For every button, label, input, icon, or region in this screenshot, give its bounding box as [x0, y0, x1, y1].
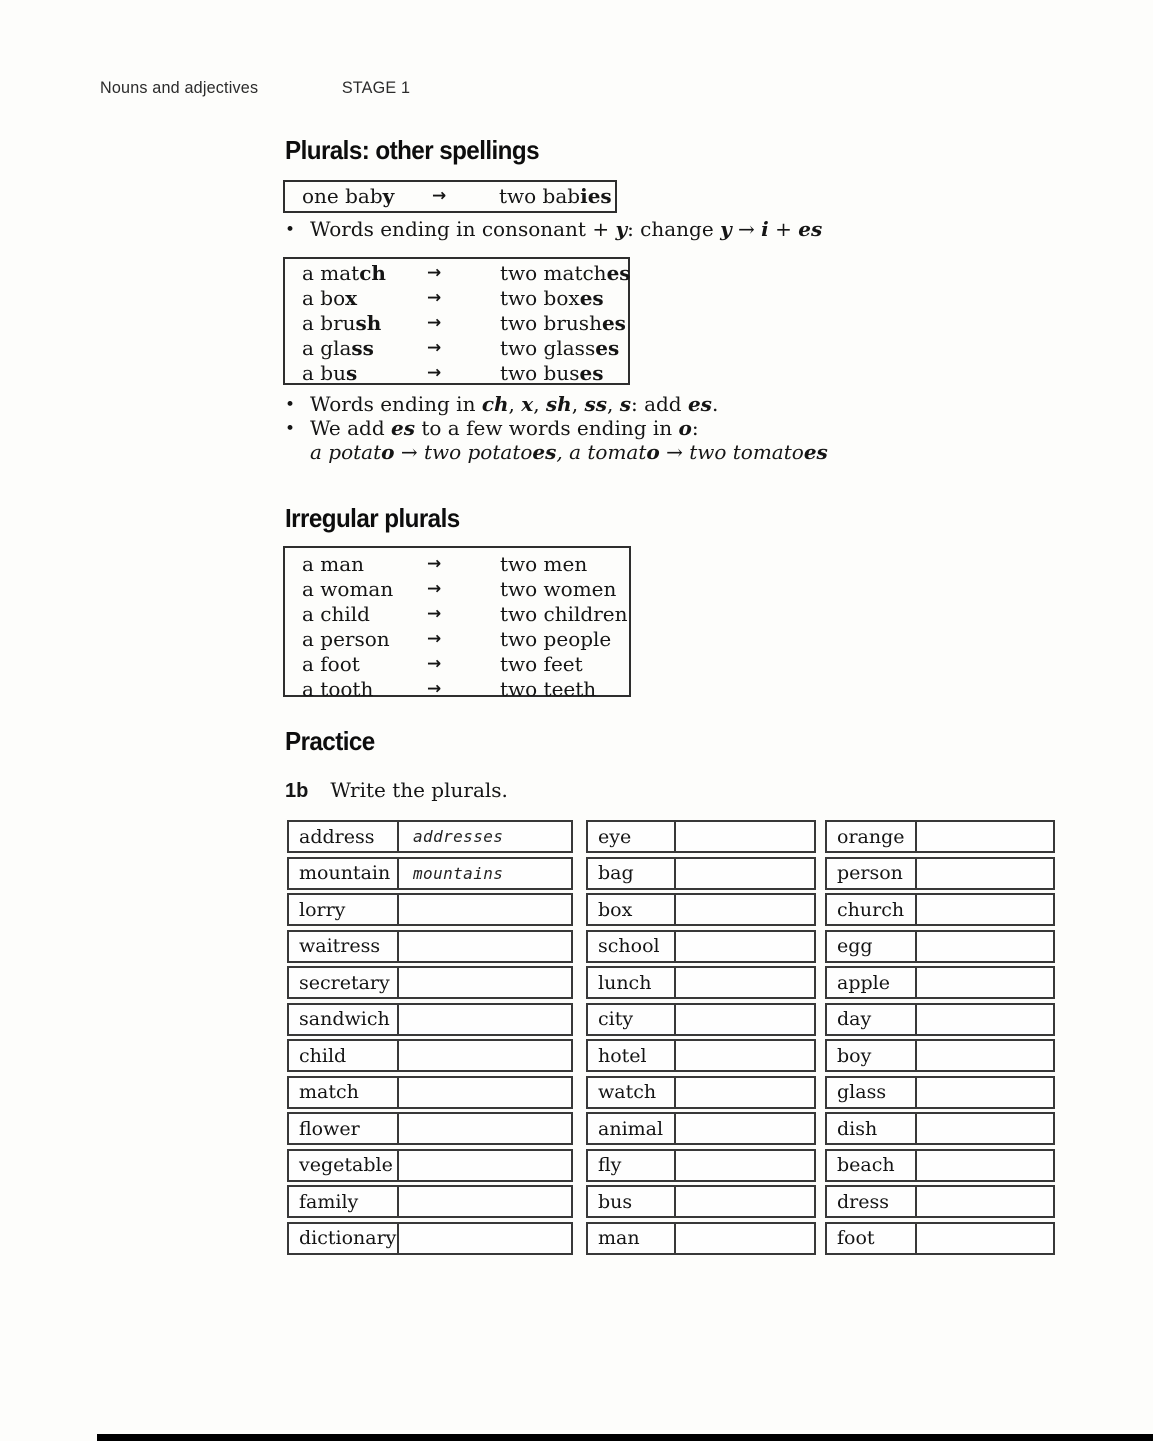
table-row: [825, 966, 1055, 999]
bullet-icon: •: [285, 395, 296, 415]
word-cell: church: [827, 895, 917, 924]
table-row: [287, 1039, 573, 1072]
text-segment: a bo: [302, 286, 346, 310]
table-row: [287, 1112, 573, 1145]
text-segment: a person: [302, 627, 390, 651]
table-row: [287, 820, 573, 853]
rule-text: [310, 416, 699, 440]
text-segment: a bu: [302, 361, 346, 385]
text-segment: ss: [351, 336, 374, 360]
table-row: [825, 1112, 1055, 1145]
word-cell: dress: [827, 1187, 917, 1216]
word-cell: dictionary: [289, 1224, 399, 1253]
example-row: [285, 552, 629, 577]
text-segment: o: [678, 416, 692, 440]
word-cell: watch: [588, 1078, 676, 1107]
table-row: [586, 1149, 816, 1182]
word-cell: man: [588, 1224, 676, 1253]
table-row: [287, 1003, 573, 1036]
answer-cell: addresses: [413, 827, 504, 846]
singular-word: [302, 336, 427, 361]
table-row: [586, 966, 816, 999]
answer-cell: [676, 1041, 814, 1070]
arrow-icon: →: [427, 263, 442, 283]
potato-tomato-example: [310, 440, 828, 465]
text-segment: es: [798, 217, 823, 241]
answer-cell: [676, 1224, 814, 1253]
text-segment: : change: [627, 217, 721, 241]
table-row: [287, 893, 573, 926]
word-cell: dish: [827, 1114, 917, 1143]
bullet-icon: •: [285, 419, 296, 439]
table-row: [825, 1039, 1055, 1072]
table-row: [825, 1222, 1055, 1255]
table-row: [825, 893, 1055, 926]
exercise-number: 1b: [285, 780, 309, 802]
answer-cell: [676, 822, 814, 851]
text-segment: es: [532, 440, 557, 464]
answer-cell: [917, 1151, 1053, 1180]
plural-word: [500, 577, 629, 602]
plural-word: [500, 627, 629, 652]
example-row: [285, 311, 628, 336]
text-segment: ss: [584, 392, 607, 416]
plural-word: [499, 184, 612, 209]
word-cell: person: [827, 859, 917, 888]
example-row: [285, 677, 629, 702]
text-segment: s: [619, 392, 631, 416]
rule-bullet-ending-o: [285, 416, 699, 442]
example-row: [285, 261, 631, 286]
answer-cell: [676, 859, 814, 888]
text-segment: es: [803, 440, 828, 464]
answer-cell: [399, 968, 571, 997]
arrow-icon: →: [427, 363, 442, 383]
plural-word: [500, 677, 629, 702]
text-segment: a foot: [302, 652, 360, 676]
word-cell: child: [289, 1041, 399, 1070]
arrow-icon: →: [427, 288, 442, 308]
text-segment: two bus: [500, 361, 580, 385]
text-segment: two people: [500, 627, 612, 651]
word-cell: match: [289, 1078, 399, 1107]
text-segment: ch: [481, 392, 509, 416]
answer-cell: [676, 1151, 814, 1180]
word-cell: sandwich: [289, 1005, 399, 1034]
answer-cell: [917, 1114, 1053, 1143]
text-segment: two children: [500, 602, 628, 626]
answer-cell: [399, 932, 571, 961]
text-segment: a man: [302, 552, 365, 576]
answer-cell: [399, 1224, 571, 1253]
word-cell: address: [289, 822, 399, 851]
answer-cell: [399, 895, 571, 924]
text-segment: two potato: [423, 440, 533, 464]
table-row: [287, 857, 573, 890]
text-segment: a child: [302, 602, 370, 626]
answer-cell: [676, 1078, 814, 1107]
text-segment: y: [720, 217, 732, 241]
singular-word: [302, 577, 427, 602]
table-row: [586, 1222, 816, 1255]
word-cell: box: [588, 895, 676, 924]
table-row: [586, 1112, 816, 1145]
text-segment: →: [731, 217, 762, 241]
answer-cell: [917, 1041, 1053, 1070]
example-row: [285, 182, 612, 211]
exercise-instruction: Write the plurals.: [330, 778, 508, 802]
table-row: [586, 820, 816, 853]
section-title-plurals: Plurals: other spellings: [285, 135, 540, 165]
text-segment: +: [768, 217, 799, 241]
answer-cell: [676, 932, 814, 961]
plural-worksheet-table-2: [586, 820, 816, 1258]
singular-word: [302, 627, 427, 652]
answer-cell: [917, 895, 1053, 924]
text-segment: two box: [500, 286, 580, 310]
text-segment: y: [382, 184, 395, 208]
section-title-irregular: Irregular plurals: [285, 503, 460, 533]
answer-cell: [676, 1187, 814, 1216]
irregular-examples-box: [283, 546, 631, 701]
text-segment: es: [579, 286, 604, 310]
answer-cell: [399, 1005, 571, 1034]
text-segment: a mat: [302, 261, 360, 285]
singular-word: [302, 602, 427, 627]
arrow-icon: →: [427, 604, 442, 624]
word-cell: egg: [827, 932, 917, 961]
text-segment: ch: [359, 261, 386, 285]
singular-word: [302, 311, 427, 336]
text-segment: two feet: [500, 652, 583, 676]
text-segment: o: [381, 440, 395, 464]
text-segment: two brush: [500, 311, 602, 335]
arrow-icon: →: [427, 554, 442, 574]
answer-cell: [399, 1078, 571, 1107]
example-row: [285, 286, 628, 311]
answer-cell: [676, 1005, 814, 1034]
word-cell: fly: [588, 1151, 676, 1180]
word-cell: waitress: [289, 932, 399, 961]
table-row: [287, 1076, 573, 1109]
rule-text: [310, 217, 822, 241]
text-segment: one bab: [302, 184, 383, 208]
text-segment: →: [394, 440, 424, 464]
word-cell: secretary: [289, 968, 399, 997]
example-row: [285, 627, 629, 652]
rule-bullet-consonant-y: [285, 217, 822, 243]
word-cell: eye: [588, 822, 676, 851]
word-cell: mountain: [289, 859, 399, 888]
text-segment: Words ending in: [310, 392, 482, 416]
text-segment: ,: [533, 392, 546, 416]
word-cell: vegetable: [289, 1151, 399, 1180]
table-row: [825, 1185, 1055, 1218]
arrow-icon: →: [427, 654, 442, 674]
plural-word: [500, 652, 629, 677]
answer-cell: [676, 895, 814, 924]
text-segment: two men: [500, 552, 588, 576]
answer-cell: [676, 968, 814, 997]
word-cell: bus: [588, 1187, 676, 1216]
bullet-icon: •: [285, 220, 296, 240]
table-row: [287, 966, 573, 999]
text-segment: es: [606, 261, 631, 285]
text-segment: two glass: [500, 336, 596, 360]
table-row: [825, 820, 1055, 853]
table-row: [287, 1222, 573, 1255]
table-row: [287, 1185, 573, 1218]
text-segment: sh: [355, 311, 382, 335]
table-row: [825, 1003, 1055, 1036]
answer-cell: [399, 1187, 571, 1216]
plural-worksheet-table-1: [287, 820, 573, 1258]
text-segment: es: [579, 361, 604, 385]
section-title-practice: Practice: [285, 726, 375, 756]
word-cell: orange: [827, 822, 917, 851]
answer-cell: [917, 932, 1053, 961]
word-cell: city: [588, 1005, 676, 1034]
text-segment: es: [595, 336, 620, 360]
text-segment: ,: [571, 392, 585, 416]
answer-cell: mountains: [413, 863, 504, 883]
singular-word: [302, 652, 427, 677]
text-segment: es: [687, 392, 712, 416]
baby-example-box: [283, 180, 617, 213]
text-segment: two tomato: [689, 440, 804, 464]
singular-word: [302, 286, 427, 311]
arrow-icon: →: [427, 338, 442, 358]
table-row: [825, 1149, 1055, 1182]
example-row: [285, 361, 628, 386]
word-cell: boy: [827, 1041, 917, 1070]
table-row: [586, 1003, 816, 1036]
text-segment: two women: [500, 577, 617, 601]
singular-word: [302, 552, 427, 577]
text-segment: sh: [545, 392, 572, 416]
word-cell: flower: [289, 1114, 399, 1143]
plural-word: [500, 286, 628, 311]
word-cell: lorry: [289, 895, 399, 924]
word-cell: apple: [827, 968, 917, 997]
text-segment: .: [711, 392, 719, 416]
text-segment: two match: [500, 261, 607, 285]
rule-text: [310, 392, 718, 416]
table-row: [586, 1185, 816, 1218]
plural-word: [500, 552, 629, 577]
word-cell: bag: [588, 859, 676, 888]
word-cell: beach: [827, 1151, 917, 1180]
rule-bullet-add-es: [285, 392, 718, 418]
example-row: [285, 602, 629, 627]
text-segment: s: [345, 361, 358, 385]
word-cell: foot: [827, 1224, 917, 1253]
text-segment: es: [391, 416, 415, 440]
answer-cell: [917, 1224, 1053, 1253]
word-cell: glass: [827, 1078, 917, 1107]
answer-cell: [917, 968, 1053, 997]
arrow-icon: →: [427, 579, 442, 599]
exercise-1b: [285, 778, 508, 803]
plural-worksheet-table-3: [825, 820, 1055, 1258]
plural-word: [500, 261, 631, 286]
text-segment: ,: [508, 392, 522, 416]
arrow-icon: →: [427, 629, 442, 649]
text-segment: two teeth: [500, 677, 597, 701]
answer-cell: [917, 1187, 1053, 1216]
text-segment: a potat: [310, 440, 382, 464]
singular-word: [302, 361, 427, 386]
text-segment: x: [345, 286, 358, 310]
text-segment: a tooth: [302, 677, 374, 701]
text-segment: :: [691, 416, 699, 440]
text-segment: two bab: [499, 184, 581, 208]
text-segment: to a few words ending in: [415, 416, 679, 440]
arrow-icon: →: [427, 679, 442, 699]
word-cell: animal: [588, 1114, 676, 1143]
word-cell: hotel: [588, 1041, 676, 1070]
table-row: [586, 857, 816, 890]
text-segment: We add: [310, 416, 392, 440]
answer-cell: [399, 1041, 571, 1070]
word-cell: lunch: [588, 968, 676, 997]
plural-word: [500, 602, 629, 627]
table-row: [586, 1039, 816, 1072]
text-segment: a bru: [302, 311, 356, 335]
es-examples-box: [283, 257, 630, 385]
stage-label: STAGE 1: [341, 78, 411, 97]
text-segment: y: [615, 217, 628, 241]
arrow-icon: →: [432, 186, 447, 206]
answer-cell: [917, 822, 1053, 851]
singular-word: [302, 261, 427, 286]
answer-cell: [917, 859, 1053, 888]
table-row: [586, 930, 816, 963]
text-segment: i: [761, 217, 769, 241]
word-cell: school: [588, 932, 676, 961]
answer-cell: [917, 1005, 1053, 1034]
table-row: [586, 1076, 816, 1109]
singular-word: [302, 184, 432, 209]
arrow-icon: →: [427, 313, 442, 333]
text-segment: a woman: [302, 577, 394, 601]
text-segment: ,: [606, 392, 620, 416]
text-segment: es: [601, 311, 626, 335]
answer-cell: [399, 1151, 571, 1180]
plural-word: [500, 336, 628, 361]
answer-cell: [676, 1114, 814, 1143]
text-segment: o: [646, 440, 660, 464]
text-segment: ies: [580, 184, 612, 208]
word-cell: family: [289, 1187, 399, 1216]
text-segment: a gla: [302, 336, 352, 360]
word-cell: day: [827, 1005, 917, 1034]
text-segment: x: [521, 392, 534, 416]
text-segment: : add: [630, 392, 688, 416]
text-segment: →: [659, 440, 690, 464]
table-row: [825, 1076, 1055, 1109]
table-row: [825, 930, 1055, 963]
plural-word: [500, 311, 628, 336]
page-bottom-rule: [97, 1434, 1153, 1441]
table-row: [586, 893, 816, 926]
table-row: [287, 930, 573, 963]
table-row: [287, 1149, 573, 1182]
example-row: [285, 336, 628, 361]
singular-word: [302, 677, 427, 702]
page-header: [100, 78, 410, 98]
answer-cell: [399, 1114, 571, 1143]
plural-word: [500, 361, 628, 386]
text-segment: Words ending in consonant +: [310, 217, 616, 241]
example-row: [285, 652, 629, 677]
answer-cell: [917, 1078, 1053, 1107]
text-segment: , a tomat: [556, 440, 647, 464]
chapter-title: Nouns and adjectives: [100, 78, 259, 97]
table-row: [825, 857, 1055, 890]
example-row: [285, 577, 629, 602]
